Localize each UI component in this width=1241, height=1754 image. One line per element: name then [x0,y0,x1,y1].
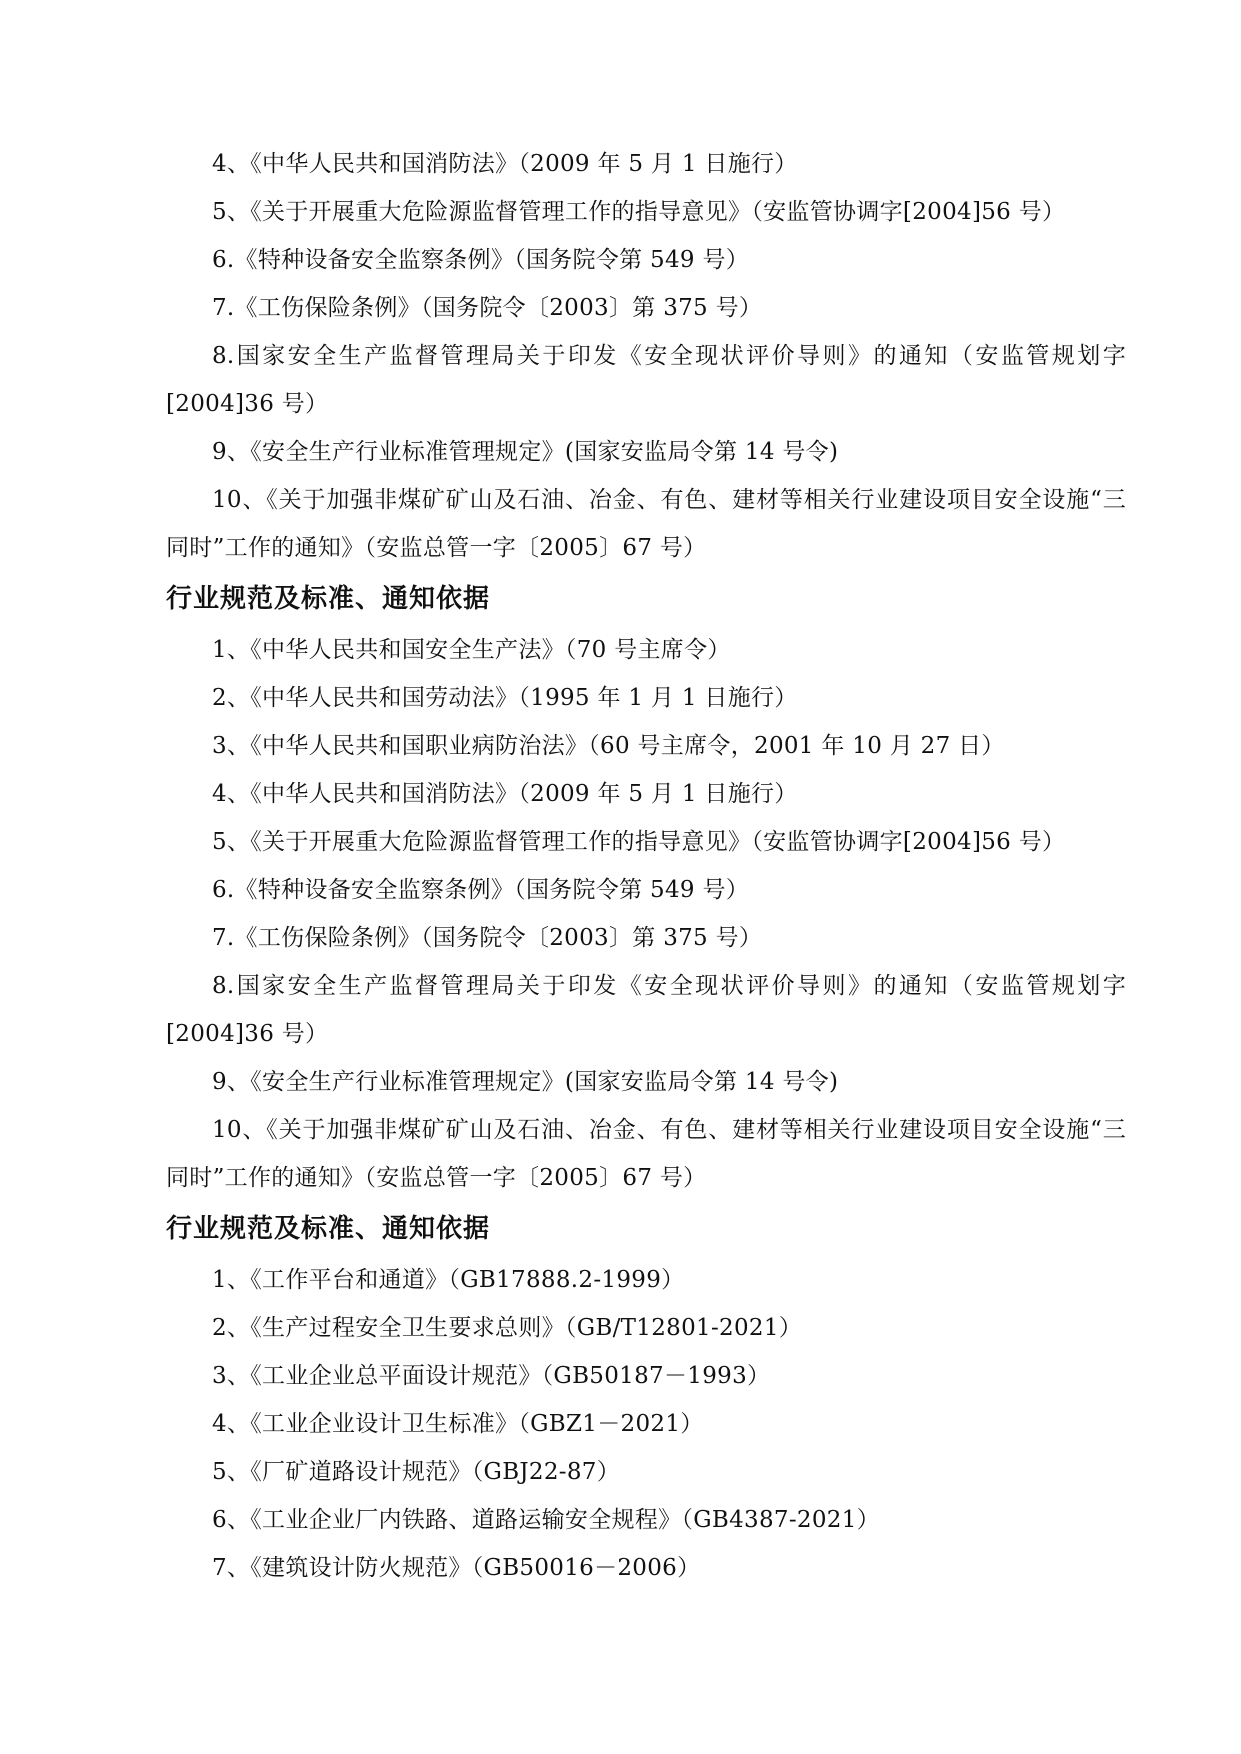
list-item: 1、《工作平台和通道》（GB17888.2-1999） [212,1267,685,1293]
list-item: 7.《工伤保险条例》（国务院令〔2003〕第 375 号） [212,295,763,321]
list-item: 9、《安全生产行业标准管理规定》(国家安监局令第 14 号令) [212,439,839,465]
section-b-list [166,626,1126,1202]
list-item: 2、《中华人民共和国劳动法》（1995 年 1 月 1 日施行） [212,685,798,711]
list-item: 3、《中华人民共和国职业病防治法》（60 号主席令，2001 年 10 月 27 日） [212,733,1005,759]
list-item: 1、《中华人民共和国安全生产法》（70 号主席令） [212,637,731,663]
list-item: 5、《关于开展重大危险源监督管理工作的指导意见》（安监管协调字[2004]56 号） [212,199,1066,225]
list-item: 10、《关于加强非煤矿矿山及石油、冶金、有色、建材等相关行业建设项目安全设施“三同时”工作的通知》（安监总管一字〔2005〕67 号） [166,487,1126,561]
list-item: 2、《生产过程安全卫生要求总则》（GB/T12801-2021） [212,1315,803,1341]
list-item: 6.《特种设备安全监察条例》（国务院令第 549 号） [212,247,750,273]
list-item: 8.国家安全生产监督管理局关于印发《安全现状评价导则》的通知（安监管规划字[2004]36 号） [166,343,1126,417]
list-item: 5、《厂矿道路设计规范》（GBJ22-87） [212,1459,621,1485]
list-item: 7.《工伤保险条例》（国务院令〔2003〕第 375 号） [212,925,763,951]
section-b-heading: 行业规范及标准、通知依据 [166,584,491,614]
section-c-list [166,1256,1126,1592]
list-item: 4、《中华人民共和国消防法》（2009 年 5 月 1 日施行） [212,151,798,177]
section-a-list [166,140,1126,572]
list-item: 6、《工业企业厂内铁路、道路运输安全规程》（GB4387-2021） [212,1507,880,1533]
list-item: 6.《特种设备安全监察条例》（国务院令第 549 号） [212,877,750,903]
list-item: 10、《关于加强非煤矿矿山及石油、冶金、有色、建材等相关行业建设项目安全设施“三同时”工作的通知》（安监总管一字〔2005〕67 号） [166,1117,1126,1191]
section-c-heading: 行业规范及标准、通知依据 [166,1214,491,1244]
list-item: 9、《安全生产行业标准管理规定》(国家安监局令第 14 号令) [212,1069,839,1095]
list-item: 5、《关于开展重大危险源监督管理工作的指导意见》（安监管协调字[2004]56 号） [212,829,1066,855]
list-item: 4、《中华人民共和国消防法》（2009 年 5 月 1 日施行） [212,781,798,807]
document-body [166,140,1126,1592]
list-item: 8.国家安全生产监督管理局关于印发《安全现状评价导则》的通知（安监管规划字[2004]36 号） [166,973,1126,1047]
list-item: 4、《工业企业设计卫生标准》（GBZ1－2021） [212,1411,704,1437]
list-item: 7、《建筑设计防火规范》（GB50016－2006） [212,1555,701,1581]
list-item: 3、《工业企业总平面设计规范》（GB50187－1993） [212,1363,771,1389]
